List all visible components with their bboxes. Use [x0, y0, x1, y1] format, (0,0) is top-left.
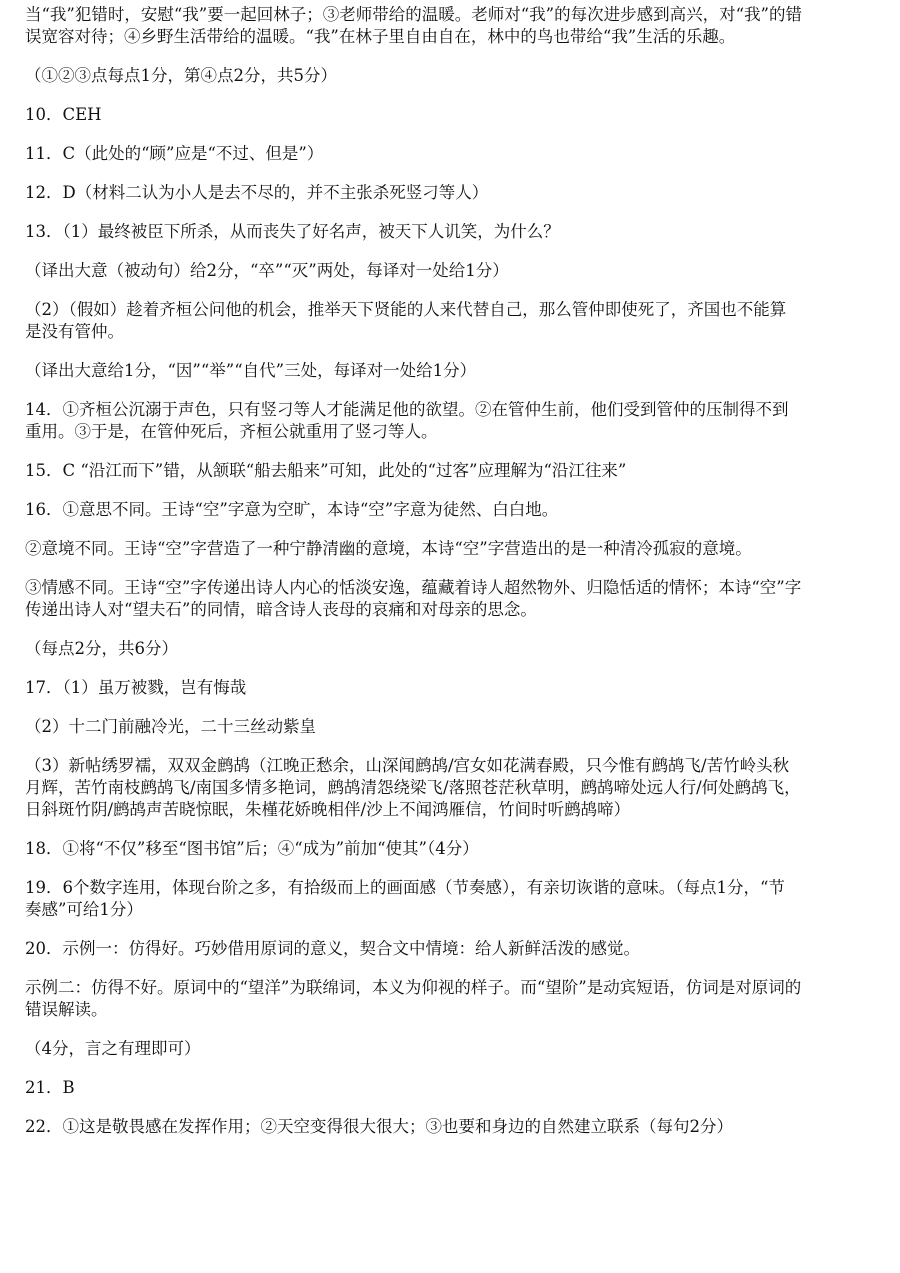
answer-paragraph-p-17-1 [25, 677, 875, 699]
answer-line: 重用。③于是，在管仲死后，齐桓公就重用了竖刁等人。 [25, 422, 438, 441]
answer-paragraph-p-11 [25, 143, 875, 165]
answer-line: 19．6个数字连用，体现台阶之多，有拾级而上的画面感（节奏感），有亲切诙谐的意味。（每点1分，“节 [25, 878, 785, 897]
answer-paragraph-p-16-1 [25, 499, 875, 521]
answer-line: 14．①齐桓公沉溺于声色，只有竖刁等人才能满足他的欲望。②在管仲生前，他们受到管仲的压制得不到 [25, 400, 789, 419]
answer-line: 21．B [25, 1078, 75, 1097]
answer-paragraph-p-9-cont [25, 4, 875, 48]
answer-line: ②意境不同。王诗“空”字营造了一种宁静清幽的意境，本诗“空”字营造出的是一种清冷孤寂的意境。 [25, 539, 752, 558]
answer-paragraph-p-16-3 [25, 577, 875, 621]
answer-line: （每点2分，共6分） [25, 639, 178, 658]
answer-line: （2）（假如）趁着齐桓公问他的机会，推举天下贤能的人来代替自己，那么管仲即使死了，齐国也不能算 [25, 300, 787, 319]
answer-line: 是没有管仲。 [25, 322, 124, 341]
answer-line: 22．①这是敬畏感在发挥作用；②天空变得很大很大；③也要和身边的自然建立联系（每句2分） [25, 1117, 733, 1136]
answer-paragraph-p-20-score [25, 1038, 875, 1060]
answer-paragraph-p-22 [25, 1116, 875, 1138]
answer-paragraph-p-9-score [25, 65, 875, 87]
answer-paragraph-p-13-2-score [25, 360, 875, 382]
answer-line: （2）十二门前融冷光，二十三丝动紫皇 [25, 717, 316, 736]
answer-line: 10．CEH [25, 105, 102, 124]
answer-paragraph-p-17-3 [25, 755, 875, 821]
answer-line: 13．（1）最终被臣下所杀，从而丧失了好名声，被天下人讥笑，为什么？ [25, 222, 560, 241]
answer-line: 月辉，苦竹南枝鹧鸪飞/南国多情多艳词，鹧鸪清怨绕梁飞/落照苍茫秋草明，鹧鸪啼处远人行/何处鹧鸪飞， [25, 778, 801, 797]
answer-paragraph-p-18 [25, 838, 875, 860]
answer-paragraph-p-13-1 [25, 221, 875, 243]
answer-paragraph-p-15 [25, 460, 875, 482]
answer-line: 日斜斑竹阴/鹧鸪声苦晓惊眠，朱槿花娇晚相伴/沙上不闻鸿雁信，竹间时听鹧鸪啼） [25, 800, 631, 819]
answer-line: 示例二：仿得不好。原词中的“望洋”为联绵词，本义为仰视的样子。而“望阶”是动宾短语，仿词是对原词的 [25, 978, 802, 997]
answer-line: 18．①将“不仅”移至“图书馆”后；④“成为”前加“使其”（4分） [25, 839, 479, 858]
answer-line: 12．D（材料二认为小人是去不尽的，并不主张杀死竖刁等人） [25, 183, 489, 202]
answer-line: ③情感不同。王诗“空”字传递出诗人内心的恬淡安逸，蕴藏着诗人超然物外、归隐恬适的情怀；本诗“空”字 [25, 578, 802, 597]
answer-line: （3）新帖绣罗襦，双双金鹧鸪（江晚正愁余，山深闻鹧鸪/宫女如花满春殿，只今惟有鹧鸪飞/苦竹岭头秋 [25, 756, 790, 775]
answer-paragraph-p-10 [25, 104, 875, 126]
answer-paragraph-p-13-2 [25, 299, 875, 343]
answer-paragraph-p-19 [25, 877, 875, 921]
answer-line: 20．示例一：仿得好。巧妙借用原词的意义，契合文中情境：给人新鲜活泼的感觉。 [25, 939, 640, 958]
answer-line: 16．①意思不同。王诗“空”字意为空旷，本诗“空”字意为徒然、白白地。 [25, 500, 559, 519]
answer-paragraph-p-20-2 [25, 977, 875, 1021]
answer-paragraph-p-14 [25, 399, 875, 443]
answer-line: 17．（1）虽万被戮，岂有悔哉 [25, 678, 247, 697]
answer-line: （①②③点每点1分，第④点2分，共5分） [25, 66, 337, 85]
answer-line: 误宽容对待；④乡野生活带给的温暖。“我”在林子里自由自在，林中的鸟也带给“我”生活的乐趣。 [25, 27, 736, 46]
answer-paragraph-p-20-1 [25, 938, 875, 960]
answer-paragraph-p-16-2 [25, 538, 875, 560]
answer-line: 传递出诗人对“望夫石”的同情，暗含诗人丧母的哀痛和对母亲的思念。 [25, 600, 537, 619]
answer-line: 15．C “沿江而下”错，从颔联“船去船来”可知，此处的“过客”应理解为“沿江往来” [25, 461, 627, 480]
answer-line: 奏感”可给1分） [25, 900, 143, 919]
answer-paragraph-p-21 [25, 1077, 875, 1099]
answer-paragraph-p-13-1-score [25, 260, 875, 282]
answer-line: （译出大意（被动句）给2分，“卒”“灭”两处，每译对一处给1分） [25, 261, 509, 280]
answer-line: 当“我”犯错时，安慰“我”要一起回林子；③老师带给的温暖。老师对“我”的每次进步感到高兴，对“我”的错 [25, 5, 802, 24]
answer-line: 错误解读。 [25, 1000, 108, 1019]
answer-paragraph-p-17-2 [25, 716, 875, 738]
answer-paragraph-p-16-score [25, 638, 875, 660]
answer-line: 11．C（此处的“顾”应是“不过、但是”） [25, 144, 324, 163]
answer-line: （4分，言之有理即可） [25, 1039, 201, 1058]
answer-paragraph-p-12 [25, 182, 875, 204]
answer-line: （译出大意给1分，“因”“举”“自代”三处，每译对一处给1分） [25, 361, 477, 380]
answer-document [25, 4, 875, 1155]
